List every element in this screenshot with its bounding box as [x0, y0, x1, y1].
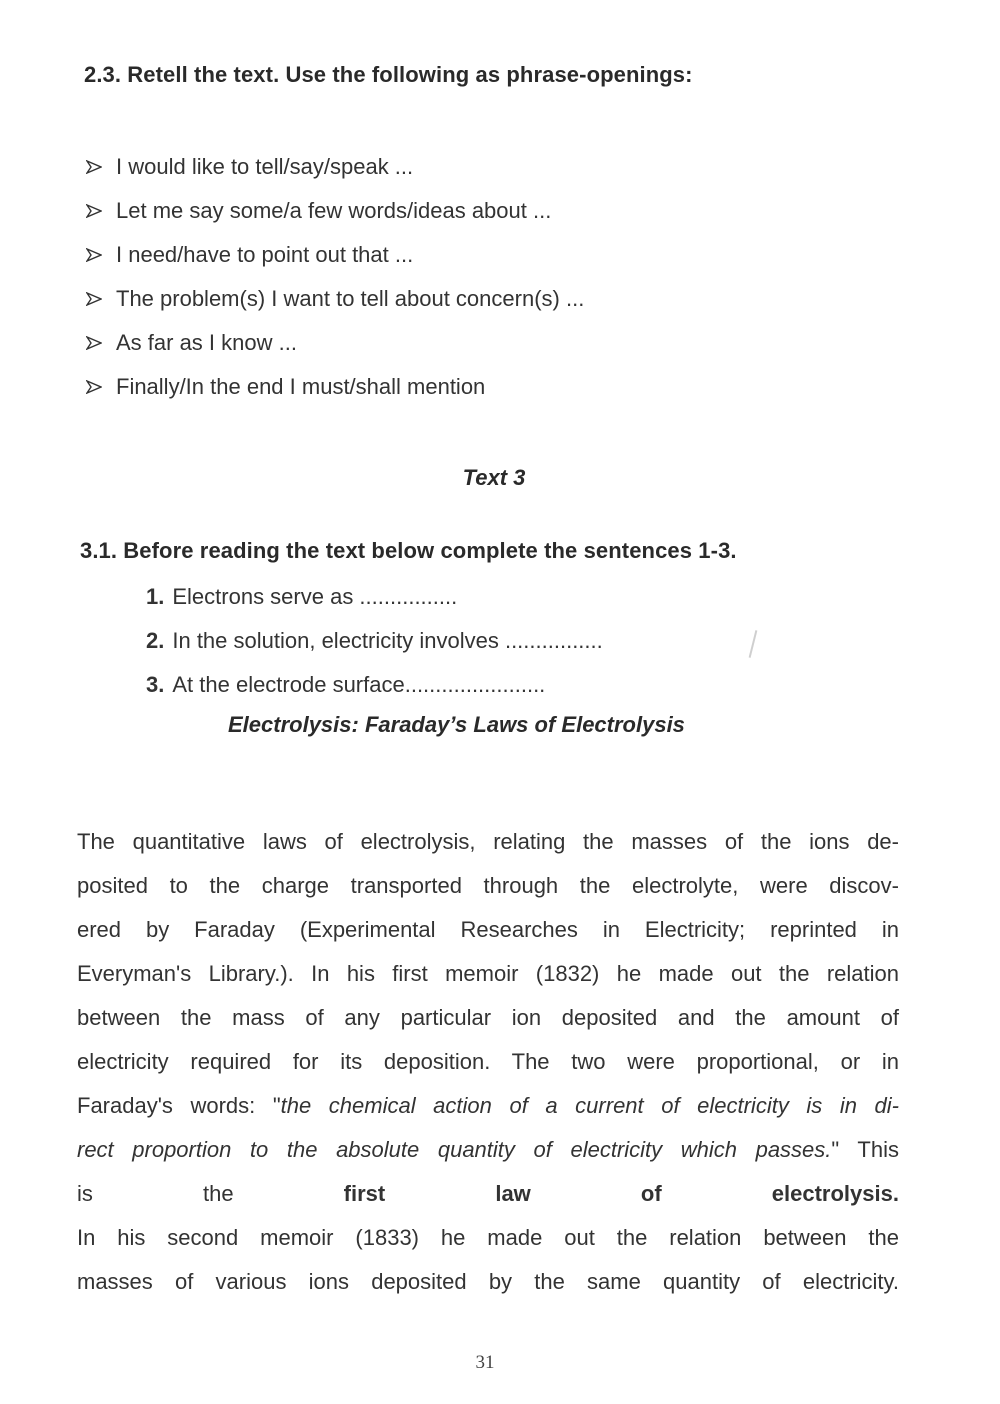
- body-line: The quantitative laws of electrolysis, relating the masses of the ions de-: [77, 829, 899, 854]
- item-number: 3.: [146, 672, 165, 697]
- task-2-3-heading: 2.3. Retell the text. Use the following as phrase-openings:: [84, 62, 693, 87]
- body-line: electricity required for its deposition. The two were proportional, or in: [77, 1049, 899, 1074]
- article-title: Electrolysis: Faraday’s Laws of Electrolysis: [228, 712, 685, 737]
- body-line: [77, 1172, 899, 1216]
- list-item: [86, 145, 584, 189]
- list-item-text: I need/have to point out that ...: [116, 242, 414, 267]
- pen-mark: [749, 630, 758, 658]
- arrowhead-bullet-icon: [86, 336, 116, 350]
- law-term: law: [495, 1181, 531, 1206]
- arrowhead-bullet-icon: [86, 160, 116, 174]
- task-3-1-heading: 3.1. Before reading the text below complete the sentences 1-3.: [80, 538, 737, 563]
- arrowhead-bullet-icon: [86, 380, 116, 394]
- list-item: [86, 233, 584, 277]
- body-text: " This: [831, 1137, 899, 1162]
- list-item-text: I would like to tell/say/speak ...: [116, 154, 414, 179]
- body-line: posited to the charge transported through the electrolyte, were discov-: [77, 873, 899, 898]
- list-item-text: The problem(s) I want to tell about concern(s) ...: [116, 286, 585, 311]
- law-term: first: [343, 1181, 386, 1206]
- item-text: At the electrode surface.......................: [172, 672, 546, 697]
- list-item: [146, 575, 603, 619]
- article-body: [77, 820, 899, 1304]
- item-number: 2.: [146, 628, 165, 653]
- list-item: [146, 619, 603, 663]
- arrowhead-bullet-icon: [86, 292, 116, 306]
- list-item-text: Let me say some/a few words/ideas about ...: [116, 198, 552, 223]
- list-item-text: As far as I know ...: [116, 330, 297, 355]
- body-word: is: [77, 1181, 93, 1206]
- body-line: masses of various ions deposited by the same quantity of electricity.: [77, 1269, 899, 1294]
- list-item: [86, 321, 584, 365]
- section-title: Text 3: [462, 465, 526, 490]
- body-line: ered by Faraday (Experimental Researches in Electricity; reprinted in: [77, 917, 899, 942]
- body-line: In his second memoir (1833) he made out the relation between the: [77, 1225, 899, 1250]
- body-line: Everyman's Library.). In his first memoir (1832) he made out the relation: [77, 961, 899, 986]
- body-line: [77, 1084, 899, 1128]
- list-item: [86, 189, 584, 233]
- body-text: Faraday's words: ": [77, 1093, 281, 1118]
- arrowhead-bullet-icon: [86, 204, 116, 218]
- page-number: 31: [475, 1352, 495, 1373]
- faraday-quote: the chemical action of a current of electricity is in di-: [280, 1093, 899, 1118]
- item-text: Electrons serve as ................: [172, 584, 458, 609]
- item-text: In the solution, electricity involves ................: [172, 628, 603, 653]
- arrowhead-bullet-icon: [86, 248, 116, 262]
- faraday-quote: rect proportion to the absolute quantity of electricity which passes.: [77, 1137, 832, 1162]
- list-item: [86, 365, 584, 409]
- phrase-openings-list: [86, 145, 584, 409]
- law-term: electrolysis.: [771, 1181, 899, 1206]
- sentence-completion-list: [146, 575, 603, 707]
- item-number: 1.: [146, 584, 165, 609]
- law-term: of: [640, 1181, 662, 1206]
- body-word: the: [202, 1181, 234, 1206]
- list-item: [146, 663, 603, 707]
- body-line: [77, 1128, 899, 1172]
- list-item: [86, 277, 584, 321]
- body-line: between the mass of any particular ion deposited and the amount of: [77, 1005, 899, 1030]
- list-item-text: Finally/In the end I must/shall mention: [116, 374, 486, 399]
